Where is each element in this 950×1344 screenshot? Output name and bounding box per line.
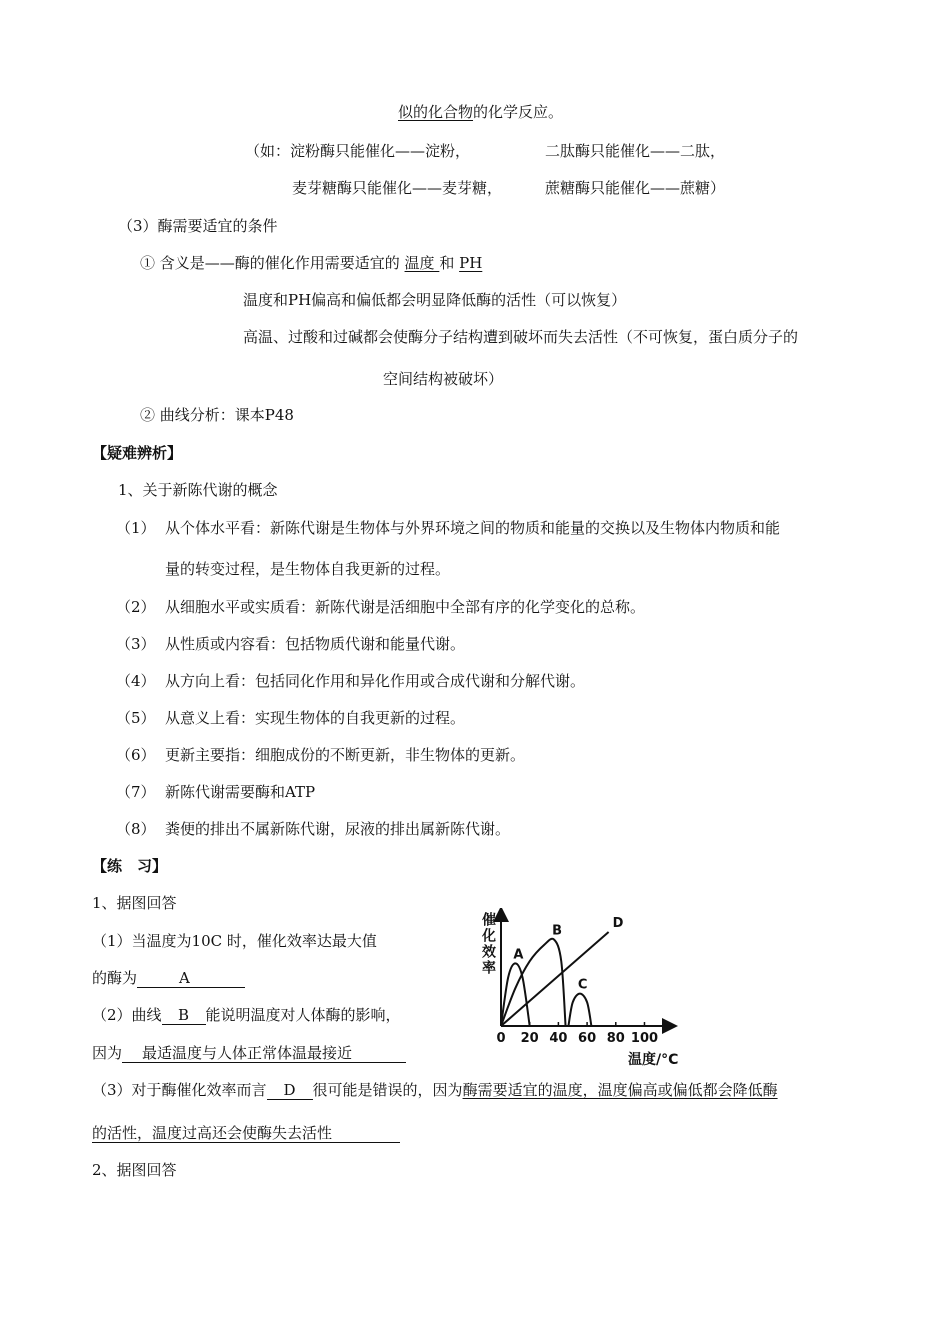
x-tick-label-0: 0: [496, 1031, 506, 1046]
question-1: 1、据图回答: [92, 894, 177, 912]
q1-part1-answer: A: [137, 969, 245, 988]
series-B-label: B: [552, 923, 563, 939]
item-1-num: （1）: [116, 519, 156, 537]
example-maltase: 麦芽糖酶只能催化——麦芽糖，: [292, 179, 503, 197]
q1-part1-answer-line: [92, 968, 245, 988]
x-tick-label-40: 40: [549, 1031, 568, 1046]
and-text: 和: [439, 254, 460, 272]
x-tick-label-80: 80: [606, 1031, 625, 1046]
chart-x-axis-label: 温度/°C: [628, 1052, 679, 1068]
condition-irreversible: 高温、过酸和过碱都会使酶分子结构遭到破坏而失去活性（不可恢复，蛋白质分子的: [243, 328, 799, 346]
q1-part3-label: （3）对于酶催化效率而言: [92, 1081, 267, 1099]
item-1-text: 从个体水平看：新陈代谢是生物体与外界环境之间的物质和能量的交换以及生物体内物质和能: [165, 519, 781, 537]
x-tick-label-20: 20: [520, 1031, 539, 1046]
item-4-text: 从方向上看：包括同化作用和异化作用或合成代谢和分解代谢。: [165, 672, 586, 690]
item-6-text: 更新主要指：细胞成份的不断更新，非生物体的更新。: [165, 746, 526, 764]
item-7-num: （7）: [116, 783, 156, 801]
q1-part2-reason: 最适温度与人体正常体温最接近: [122, 1044, 406, 1063]
meaning-text: ① 含义是——酶的催化作用需要适宜的: [140, 254, 405, 272]
example-amylase: （如：淀粉酶只能催化——淀粉，: [245, 142, 471, 160]
q1-part2-label: （2）曲线: [92, 1006, 162, 1024]
item-2-num: （2）: [116, 598, 156, 616]
underlined-compound: 似的化合物: [398, 103, 474, 121]
item-1-cont: 量的转变过程，是生物体自我更新的过程。: [165, 560, 451, 578]
example-dipeptidase: 二肽酶只能催化——二肽，: [545, 142, 726, 160]
q1-part2-line: [92, 1005, 401, 1025]
q1-part2-text: 能说明温度对人体酶的影响，: [205, 1006, 401, 1024]
x-tick-label-60: 60: [578, 1031, 597, 1046]
series-D-line: [501, 932, 609, 1026]
temp-answer: 温度: [404, 254, 440, 272]
item-3-num: （3）: [116, 635, 156, 653]
metabolism-subheading: 1、关于新陈代谢的概念: [118, 481, 278, 499]
item-5-text: 从意义上看：实现生物体的自我更新的过程。: [165, 709, 466, 727]
practice-heading: 【练 习】: [92, 857, 168, 875]
chart-series: [501, 916, 624, 1026]
q1-part3-reason-cont-line: [92, 1123, 400, 1143]
q1-part3-reason: 酶需要适宜的温度，温度偏高或偏低都会降低酶: [462, 1081, 778, 1099]
line-compound: [398, 102, 563, 122]
because-label: 因为: [92, 1044, 123, 1062]
item-2-text: 从细胞水平或实质看：新陈代谢是活细胞中全部有序的化学变化的总称。: [165, 598, 646, 616]
q1-part2-reason-line: [92, 1043, 406, 1063]
series-C-line: [568, 994, 591, 1026]
series-B-line: [501, 939, 566, 1026]
example-sucrase: 蔗糖酶只能催化——蔗糖）: [545, 179, 726, 197]
q1-part3-line: [92, 1080, 778, 1100]
q1-part2-answer: B: [162, 1006, 206, 1025]
item-8-num: （8）: [116, 820, 156, 838]
item-7-text: 新陈代谢需要酶和ATP: [165, 783, 316, 801]
series-C-label: C: [577, 977, 588, 993]
item-6-num: （6）: [116, 746, 156, 764]
item-4-num: （4）: [116, 672, 156, 690]
series-A-label: A: [513, 947, 524, 963]
reaction-text: 的化学反应。: [473, 103, 564, 121]
item-5-num: （5）: [116, 709, 156, 727]
ph-answer: PH: [459, 254, 483, 272]
condition-heading: （3）酶需要适宜的条件: [118, 217, 278, 235]
condition-meaning: [140, 253, 482, 273]
question-2: 2、据图回答: [92, 1161, 177, 1179]
condition-reversible: 温度和PH偏高和偏低都会明显降低酶的活性（可以恢复）: [243, 291, 627, 309]
q1-part1-label: 的酶为: [92, 969, 138, 987]
item-8-text: 粪便的排出不属新陈代谢，尿液的排出属新陈代谢。: [165, 820, 511, 838]
q1-part3-answer: D: [267, 1081, 313, 1100]
item-3-text: 从性质或内容看：包括物质代谢和能量代谢。: [165, 635, 466, 653]
enzyme-temperature-chart: [468, 908, 688, 1070]
x-tick-label-100: 100: [630, 1031, 659, 1046]
series-D-label: D: [612, 916, 624, 932]
difficulty-heading: 【疑难辨析】: [92, 444, 183, 462]
q1-part3-reason-cont: 的活性，温度过高还会使酶失去活性: [92, 1124, 400, 1143]
curve-analysis: ② 曲线分析：课本P48: [140, 406, 294, 424]
q1-part1-text: （1）当温度为10C 时，催化效率达最大值: [92, 932, 377, 950]
chart-y-axis-label: 催化效率: [480, 912, 496, 976]
q1-part3-text: 很可能是错误的，因为: [312, 1081, 463, 1099]
condition-irreversible-cont: 空间结构被破坏）: [383, 370, 504, 388]
